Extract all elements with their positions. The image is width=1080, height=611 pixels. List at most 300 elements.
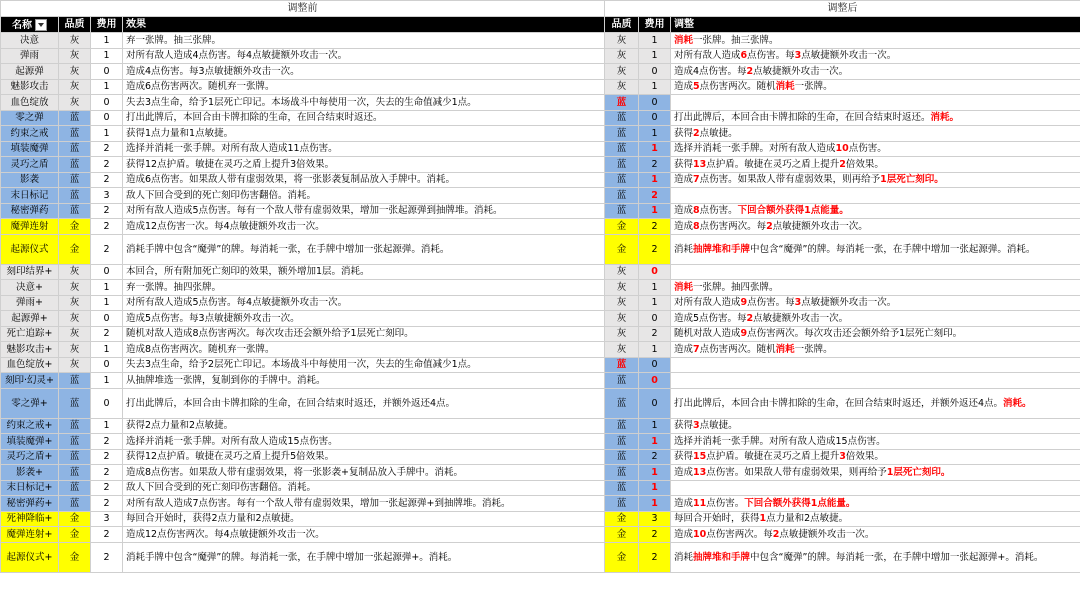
new-cost-cell[interactable]: 1 — [639, 203, 671, 219]
cost-cell[interactable]: 0 — [91, 264, 123, 280]
adjust-cell[interactable] — [671, 418, 1080, 434]
changed-text: 消耗 — [775, 81, 795, 93]
adjust-text: 造成 — [674, 528, 694, 540]
new-cost-cell[interactable]: 2 — [639, 188, 671, 204]
card-name-cell[interactable]: 影袭 — [1, 172, 59, 188]
changed-text: 10 — [693, 528, 707, 540]
new-quality-cell[interactable]: 蓝 — [605, 388, 639, 418]
cost-cell[interactable]: 2 — [91, 219, 123, 235]
card-name-cell[interactable]: 填装魔弹+ — [1, 434, 59, 450]
table-row — [1, 311, 1080, 327]
quality-cell[interactable]: 灰 — [59, 311, 91, 327]
new-quality-cell[interactable]: 金 — [605, 527, 639, 543]
quality-cell[interactable]: 金 — [59, 511, 91, 527]
quality-cell[interactable]: 灰 — [59, 264, 91, 280]
cost-cell[interactable]: 2 — [91, 141, 123, 157]
cost-cell[interactable]: 0 — [91, 110, 123, 126]
card-name-cell[interactable]: 起源仪式 — [1, 234, 59, 264]
cost-cell[interactable]: 2 — [91, 157, 123, 173]
effect-cell[interactable]: 造成8点伤害两次。随机弃一张牌。 — [123, 342, 605, 358]
quality-cell[interactable]: 金 — [59, 219, 91, 235]
new-quality-cell[interactable]: 灰 — [605, 311, 639, 327]
changed-text: 6 — [740, 50, 748, 62]
cost-cell[interactable]: 2 — [91, 203, 123, 219]
effect-cell[interactable]: 打出此牌后，本回合由卡牌扣除的生命，在回合结束时返还。 — [123, 110, 605, 126]
adjust-cell[interactable] — [671, 126, 1080, 142]
quality-cell[interactable]: 金 — [59, 542, 91, 572]
adjust-cell[interactable] — [671, 527, 1080, 543]
cost-cell[interactable]: 1 — [91, 373, 123, 389]
effect-cell[interactable]: 获得1点力量和1点敏捷。 — [123, 126, 605, 142]
new-quality-cell[interactable]: 蓝 — [605, 95, 639, 111]
cost-cell[interactable]: 1 — [91, 48, 123, 64]
table-row — [1, 542, 1080, 572]
adjust-text: 点敏捷额外攻击一次。 — [753, 312, 849, 324]
effect-cell[interactable]: 对所有敌人造成5点伤害。每有一个敌人带有虚弱效果，增加一张起源弹到抽牌堆。消耗。 — [123, 203, 605, 219]
new-cost-cell[interactable]: 0 — [639, 110, 671, 126]
card-name-cell[interactable]: 影袭+ — [1, 465, 59, 481]
adjust-text: 一张牌。 — [794, 343, 833, 355]
adjust-text: 造成 — [674, 81, 694, 93]
adjust-text: 点力量和2点敏捷。 — [766, 513, 849, 525]
adjust-cell[interactable] — [671, 511, 1080, 527]
changed-text: 1层死亡刻印。 — [880, 174, 944, 186]
changed-text: 8 — [693, 220, 700, 232]
quality-cell[interactable]: 金 — [59, 234, 91, 264]
card-name-cell[interactable]: 魔弹连射 — [1, 219, 59, 235]
new-cost-cell[interactable]: 0 — [639, 388, 671, 418]
quality-cell[interactable]: 蓝 — [59, 449, 91, 465]
changed-text: 9 — [740, 328, 748, 340]
new-cost-cell[interactable]: 0 — [639, 357, 671, 373]
adjust-cell[interactable] — [671, 295, 1080, 311]
card-name-cell[interactable]: 约束之戒+ — [1, 418, 59, 434]
quality-cell[interactable]: 蓝 — [59, 373, 91, 389]
adjust-cell[interactable] — [671, 234, 1080, 264]
new-cost-cell[interactable]: 0 — [639, 373, 671, 389]
table-row — [1, 295, 1080, 311]
effect-cell[interactable]: 造成8点伤害。如果敌人带有虚弱效果，将一张影袭+复制品放入手牌中。消耗。 — [123, 465, 605, 481]
changed-text: 1 — [759, 513, 767, 525]
table-row — [1, 126, 1080, 142]
adjust-cell[interactable] — [671, 373, 1080, 389]
table-row — [1, 342, 1080, 358]
new-quality-cell[interactable]: 蓝 — [605, 110, 639, 126]
cost-cell[interactable]: 0 — [91, 311, 123, 327]
adjust-text: 每回合开始时，获得 — [674, 513, 760, 525]
quality-cell[interactable]: 金 — [59, 527, 91, 543]
card-name-cell[interactable]: 零之弹 — [1, 110, 59, 126]
effect-cell[interactable]: 打出此牌后，本回合由卡牌扣除的生命，在回合结束时返还，并额外返还4点。 — [123, 388, 605, 418]
new-cost-cell[interactable]: 0 — [639, 311, 671, 327]
cost-cell[interactable]: 3 — [91, 511, 123, 527]
new-cost-cell[interactable]: 0 — [639, 264, 671, 280]
card-name-cell[interactable]: 死神降临+ — [1, 511, 59, 527]
adjust-text: 选择并消耗一张手牌。对所有敌人造成 — [674, 143, 836, 155]
effect-cell[interactable]: 选择并消耗一张手牌。对所有敌人造成15点伤害。 — [123, 434, 605, 450]
quality-cell[interactable]: 灰 — [59, 64, 91, 80]
adjust-text: 点敏捷额外攻击一次。 — [779, 528, 875, 540]
new-quality-cell[interactable]: 金 — [605, 511, 639, 527]
name-header-label: 名称 — [12, 19, 32, 31]
adjust-cell[interactable] — [671, 172, 1080, 188]
new-cost-cell[interactable]: 1 — [639, 418, 671, 434]
quality-cell[interactable]: 蓝 — [59, 126, 91, 142]
effect-cell[interactable]: 造成12点伤害一次。每4点敏捷额外攻击一次。 — [123, 219, 605, 235]
new-cost-cell[interactable]: 1 — [639, 465, 671, 481]
card-name-cell[interactable]: 魅影攻击+ — [1, 342, 59, 358]
new-cost-cell[interactable]: 1 — [639, 141, 671, 157]
card-name-cell[interactable]: 灵巧之盾+ — [1, 449, 59, 465]
quality-cell[interactable]: 灰 — [59, 48, 91, 64]
adjust-text: 对所有敌人造成 — [674, 50, 741, 62]
adjust-text: 倍效果。 — [845, 158, 884, 170]
new-quality-cell[interactable]: 灰 — [605, 342, 639, 358]
adjust-cell[interactable] — [671, 357, 1080, 373]
adjust-text: 选择并消耗一张手牌。对所有敌人造成15点伤害。 — [674, 435, 886, 447]
new-quality-cell[interactable]: 蓝 — [605, 172, 639, 188]
changed-text: 2 — [839, 158, 846, 170]
quality-column-header: 品质 — [59, 17, 91, 33]
adjust-cell[interactable] — [671, 64, 1080, 80]
new-cost-cell[interactable]: 1 — [639, 480, 671, 496]
new-cost-cell[interactable]: 2 — [639, 219, 671, 235]
quality-cell[interactable]: 灰 — [59, 326, 91, 342]
effect-cell[interactable]: 选择并消耗一张手牌。对所有敌人造成11点伤害。 — [123, 141, 605, 157]
adjust-cell[interactable] — [671, 542, 1080, 572]
effect-cell[interactable]: 造成6点伤害两次。随机弃一张牌。 — [123, 79, 605, 95]
adjust-text: 点敏捷。 — [699, 127, 738, 139]
adjust-cell[interactable] — [671, 203, 1080, 219]
adjust-cell[interactable] — [671, 280, 1080, 296]
new-cost-cell[interactable]: 1 — [639, 496, 671, 512]
adjust-text: 打出此牌后，本回合由卡牌扣除的生命，在回合结束时返还。 — [674, 112, 931, 124]
adjust-text: 一张牌。抽三张牌。 — [693, 34, 779, 46]
quality-cell[interactable]: 灰 — [59, 95, 91, 111]
adjust-text: 倍效果。 — [845, 451, 884, 463]
new-cost-cell[interactable]: 2 — [639, 449, 671, 465]
adjust-text: 随机对敌人造成 — [674, 328, 741, 340]
adjust-text: 造成 — [674, 205, 694, 217]
new-quality-cell[interactable]: 蓝 — [605, 418, 639, 434]
adjust-cell[interactable] — [671, 496, 1080, 512]
card-name-cell[interactable]: 起源弹+ — [1, 311, 59, 327]
adjust-cell[interactable] — [671, 465, 1080, 481]
new-cost-cell[interactable]: 2 — [639, 542, 671, 572]
adjust-text: 消耗 — [674, 551, 694, 563]
group-header-row — [1, 1, 1080, 17]
cost-cell[interactable]: 1 — [91, 126, 123, 142]
cost-cell[interactable]: 2 — [91, 480, 123, 496]
card-name-cell[interactable]: 弹雨 — [1, 48, 59, 64]
card-name-cell[interactable]: 填装魔弹 — [1, 141, 59, 157]
table-row — [1, 496, 1080, 512]
card-name-cell[interactable]: 末日标记+ — [1, 480, 59, 496]
effect-cell[interactable]: 造成5点伤害。每3点敏捷额外攻击一次。 — [123, 311, 605, 327]
new-cost-cell[interactable]: 1 — [639, 33, 671, 49]
table-row — [1, 79, 1080, 95]
adjust-cell[interactable] — [671, 33, 1080, 49]
cost-cell[interactable]: 2 — [91, 496, 123, 512]
new-quality-cell[interactable]: 灰 — [605, 264, 639, 280]
effect-cell[interactable]: 获得12点护盾。敏捷在灵巧之盾上提升5倍效果。 — [123, 449, 605, 465]
new-cost-cell[interactable]: 1 — [639, 172, 671, 188]
new-quality-cell[interactable]: 灰 — [605, 48, 639, 64]
new-quality-cell[interactable]: 蓝 — [605, 126, 639, 142]
new-quality-cell[interactable]: 灰 — [605, 326, 639, 342]
effect-cell[interactable]: 本回合，所有附加死亡刻印的效果，额外增加1层。消耗。 — [123, 264, 605, 280]
adjust-cell[interactable] — [671, 449, 1080, 465]
quality-cell[interactable]: 蓝 — [59, 157, 91, 173]
adjust-cell[interactable] — [671, 79, 1080, 95]
card-name-cell[interactable]: 起源仪式+ — [1, 542, 59, 572]
card-name-cell[interactable]: 约束之戒 — [1, 126, 59, 142]
new-cost-cell[interactable]: 2 — [639, 326, 671, 342]
effect-cell[interactable]: 对所有敌人造成4点伤害。每4点敏捷额外攻击一次。 — [123, 48, 605, 64]
adjust-cell[interactable] — [671, 188, 1080, 204]
new-cost-cell[interactable]: 1 — [639, 48, 671, 64]
new-quality-cell[interactable]: 灰 — [605, 33, 639, 49]
new-quality-cell[interactable]: 金 — [605, 542, 639, 572]
adjust-cell[interactable] — [671, 141, 1080, 157]
adjust-text: 点伤害两次。随机 — [699, 343, 776, 355]
card-name-cell[interactable]: 魅影攻击 — [1, 79, 59, 95]
adjust-cell[interactable] — [671, 157, 1080, 173]
new-quality-cell[interactable]: 蓝 — [605, 496, 639, 512]
adjust-text: 对所有敌人造成 — [674, 297, 741, 309]
changed-text: 消耗 — [775, 343, 795, 355]
cost-cell[interactable]: 2 — [91, 172, 123, 188]
adjust-text: 点敏捷。 — [699, 420, 738, 432]
filter-dropdown-icon[interactable] — [35, 19, 47, 31]
cost-cell[interactable]: 2 — [91, 542, 123, 572]
adjust-cell[interactable] — [671, 311, 1080, 327]
new-cost-cell[interactable]: 3 — [639, 511, 671, 527]
effect-cell[interactable]: 失去3点生命，给予1层死亡印记。本场战斗中每使用一次，失去的生命值减少1点。 — [123, 95, 605, 111]
quality-cell[interactable]: 蓝 — [59, 172, 91, 188]
effect-cell[interactable]: 消耗手牌中包含“魔弹”的牌。每消耗一张，在手牌中增加一张起源弹。消耗。 — [123, 234, 605, 264]
cost-cell[interactable]: 2 — [91, 527, 123, 543]
table-row — [1, 157, 1080, 173]
changed-text: 3 — [794, 50, 802, 62]
quality-cell[interactable]: 蓝 — [59, 465, 91, 481]
adjust-text: 消耗 — [674, 243, 694, 255]
new-cost-cell[interactable]: 2 — [639, 234, 671, 264]
quality-cell[interactable]: 灰 — [59, 33, 91, 49]
card-name-cell[interactable]: 灵巧之盾 — [1, 157, 59, 173]
card-name-cell[interactable]: 秘密弹药+ — [1, 496, 59, 512]
new-cost-cell[interactable]: 0 — [639, 95, 671, 111]
cost-cell[interactable]: 2 — [91, 465, 123, 481]
new-cost-cell[interactable]: 1 — [639, 280, 671, 296]
quality-cell[interactable]: 灰 — [59, 342, 91, 358]
cost-column-header: 费用 — [91, 17, 123, 33]
cost-cell[interactable]: 0 — [91, 388, 123, 418]
cost2-column-header: 费用 — [639, 17, 671, 33]
quality-cell[interactable]: 灰 — [59, 357, 91, 373]
adjust-text: 中包含“魔弹”的牌。每消耗一张，在手牌中增加一张起源弹。消耗。 — [750, 243, 1036, 255]
column-header-row — [1, 17, 1080, 33]
cost-cell[interactable]: 3 — [91, 188, 123, 204]
adjust-cell[interactable] — [671, 48, 1080, 64]
changed-text: 7 — [693, 174, 700, 186]
new-quality-cell[interactable]: 蓝 — [605, 480, 639, 496]
table-row — [1, 527, 1080, 543]
new-cost-cell[interactable]: 1 — [639, 79, 671, 95]
effect-cell[interactable]: 造成4点伤害。每3点敏捷额外攻击一次。 — [123, 64, 605, 80]
adjust-text: 造成 — [674, 220, 694, 232]
effect-cell[interactable]: 弃一张牌。抽四张牌。 — [123, 280, 605, 296]
quality-cell[interactable]: 蓝 — [59, 388, 91, 418]
adjust-cell[interactable] — [671, 95, 1080, 111]
cost-cell[interactable]: 1 — [91, 280, 123, 296]
effect-cell[interactable]: 从抽牌堆选一张牌，复制到你的手牌中。消耗。 — [123, 373, 605, 389]
quality-cell[interactable]: 蓝 — [59, 480, 91, 496]
effect-cell[interactable]: 获得2点力量和2点敏捷。 — [123, 418, 605, 434]
adjust-text: 一张牌。 — [794, 81, 833, 93]
effect-cell[interactable]: 每回合开始时，获得2点力量和2点敏捷。 — [123, 511, 605, 527]
adjust-cell[interactable] — [671, 326, 1080, 342]
card-name-cell[interactable]: 血色绽放 — [1, 95, 59, 111]
cost-cell[interactable]: 2 — [91, 234, 123, 264]
adjust-cell[interactable] — [671, 342, 1080, 358]
card-name-cell[interactable]: 血色绽放+ — [1, 357, 59, 373]
new-cost-cell[interactable]: 1 — [639, 434, 671, 450]
quality-cell[interactable]: 蓝 — [59, 110, 91, 126]
adjust-text: 点伤害。 — [848, 143, 887, 155]
adjust-text: 点敏捷额外攻击一次。 — [772, 220, 868, 232]
table-row — [1, 48, 1080, 64]
effect-cell[interactable]: 弃一张牌。抽三张牌。 — [123, 33, 605, 49]
effect-cell[interactable]: 造成12点伤害两次。每4点敏捷额外攻击一次。 — [123, 527, 605, 543]
cost-cell[interactable]: 1 — [91, 295, 123, 311]
adjust-cell[interactable] — [671, 219, 1080, 235]
card-name-cell[interactable]: 弹雨+ — [1, 295, 59, 311]
table-row — [1, 219, 1080, 235]
adjust-text: 点伤害。每 — [747, 297, 795, 309]
new-quality-cell[interactable]: 灰 — [605, 64, 639, 80]
new-quality-cell[interactable]: 蓝 — [605, 434, 639, 450]
new-quality-cell[interactable]: 蓝 — [605, 203, 639, 219]
effect-cell[interactable]: 造成6点伤害。如果敌人带有虚弱效果，将一张影袭复制品放入手牌中。消耗。 — [123, 172, 605, 188]
card-name-cell[interactable]: 刻印·幻灵+ — [1, 373, 59, 389]
quality-cell[interactable]: 蓝 — [59, 188, 91, 204]
card-name-cell[interactable]: 秘密弹药 — [1, 203, 59, 219]
new-quality-cell[interactable]: 蓝 — [605, 465, 639, 481]
quality-cell[interactable]: 灰 — [59, 79, 91, 95]
adjust-text: 点敏捷额外攻击一次。 — [801, 50, 897, 62]
adjust-text: 点伤害两次。每 — [699, 220, 767, 232]
effect-cell[interactable]: 消耗手牌中包含“魔弹”的牌。每消耗一张，在手牌中增加一张起源弹+。消耗。 — [123, 542, 605, 572]
new-quality-cell[interactable]: 蓝 — [605, 157, 639, 173]
card-name-cell[interactable]: 决意+ — [1, 280, 59, 296]
new-cost-cell[interactable]: 1 — [639, 126, 671, 142]
table-row — [1, 465, 1080, 481]
effect-cell[interactable]: 失去3点生命，给予2层死亡印记。本场战斗中每使用一次，失去的生命值减少1点。 — [123, 357, 605, 373]
new-quality-cell[interactable]: 蓝 — [605, 141, 639, 157]
adjust-text: 点伤害两次。每 — [706, 528, 773, 540]
quality-cell[interactable]: 灰 — [59, 280, 91, 296]
cost-cell[interactable]: 0 — [91, 64, 123, 80]
new-cost-cell[interactable]: 2 — [639, 157, 671, 173]
quality-cell[interactable]: 蓝 — [59, 141, 91, 157]
adjust-text: 获得 — [674, 420, 694, 432]
card-name-cell[interactable]: 末日标记 — [1, 188, 59, 204]
quality-cell[interactable]: 蓝 — [59, 496, 91, 512]
cost-cell[interactable]: 0 — [91, 357, 123, 373]
changed-text: 抽牌堆和手牌 — [693, 551, 751, 563]
adjust-cell[interactable] — [671, 388, 1080, 418]
adjust-cell[interactable] — [671, 480, 1080, 496]
adjust-cell[interactable] — [671, 264, 1080, 280]
effect-cell[interactable]: 对所有敌人造成5点伤害。每4点敏捷额外攻击一次。 — [123, 295, 605, 311]
adjust-text: 点伤害。每 — [747, 50, 795, 62]
new-cost-cell[interactable]: 1 — [639, 342, 671, 358]
effect-cell[interactable]: 随机对敌人造成8点伤害两次。每次攻击还会额外给予1层死亡刻印。 — [123, 326, 605, 342]
card-name-cell[interactable]: 决意 — [1, 33, 59, 49]
new-quality-cell[interactable]: 蓝 — [605, 188, 639, 204]
effect-cell[interactable]: 获得12点护盾。敏捷在灵巧之盾上提升3倍效果。 — [123, 157, 605, 173]
cost-cell[interactable]: 1 — [91, 33, 123, 49]
new-quality-cell[interactable]: 金 — [605, 234, 639, 264]
quality-cell[interactable]: 灰 — [59, 295, 91, 311]
adjust-text: 点护盾。敏捷在灵巧之盾上提升 — [706, 451, 840, 463]
quality-cell[interactable]: 蓝 — [59, 203, 91, 219]
adjust-text: 点护盾。敏捷在灵巧之盾上提升 — [706, 158, 840, 170]
adjust-text: 一张牌。抽四张牌。 — [693, 281, 779, 293]
changed-text: 1层死亡刻印。 — [886, 466, 951, 478]
cost-cell[interactable]: 2 — [91, 449, 123, 465]
effect-cell[interactable]: 对所有敌人造成7点伤害。每有一个敌人带有虚弱效果，增加一张起源弹+到抽牌堆。消耗。 — [123, 496, 605, 512]
new-cost-cell[interactable]: 2 — [639, 527, 671, 543]
card-name-cell[interactable]: 零之弹+ — [1, 388, 59, 418]
adjust-cell[interactable] — [671, 110, 1080, 126]
card-name-cell[interactable]: 起源弹 — [1, 64, 59, 80]
new-quality-cell[interactable]: 蓝 — [605, 357, 639, 373]
changed-text: 消耗。 — [1003, 397, 1032, 409]
new-cost-cell[interactable]: 1 — [639, 295, 671, 311]
new-cost-cell[interactable]: 0 — [639, 64, 671, 80]
name-column-header[interactable] — [1, 17, 59, 33]
quality-cell[interactable]: 蓝 — [59, 418, 91, 434]
new-quality-cell[interactable]: 金 — [605, 219, 639, 235]
new-quality-cell[interactable]: 蓝 — [605, 449, 639, 465]
cost-cell[interactable]: 1 — [91, 418, 123, 434]
new-quality-cell[interactable]: 灰 — [605, 79, 639, 95]
new-quality-cell[interactable]: 灰 — [605, 280, 639, 296]
adjust-cell[interactable] — [671, 434, 1080, 450]
new-quality-cell[interactable]: 蓝 — [605, 373, 639, 389]
cost-cell[interactable]: 1 — [91, 342, 123, 358]
table-row — [1, 234, 1080, 264]
cost-cell[interactable]: 1 — [91, 79, 123, 95]
quality-cell[interactable]: 蓝 — [59, 434, 91, 450]
changed-text: 消耗 — [674, 281, 694, 293]
card-name-cell[interactable]: 刻印结界+ — [1, 264, 59, 280]
card-name-cell[interactable]: 魔弹连射+ — [1, 527, 59, 543]
changed-text: 3 — [693, 420, 700, 432]
effect-cell[interactable]: 敌人下回合受到的死亡刻印伤害翻倍。消耗。 — [123, 188, 605, 204]
effect-cell[interactable]: 敌人下回合受到的死亡刻印伤害翻倍。消耗。 — [123, 480, 605, 496]
cost-cell[interactable]: 0 — [91, 95, 123, 111]
new-quality-cell[interactable]: 灰 — [605, 295, 639, 311]
table-row — [1, 373, 1080, 389]
cost-cell[interactable]: 2 — [91, 326, 123, 342]
changed-text: 7 — [693, 343, 700, 355]
cost-cell[interactable]: 2 — [91, 434, 123, 450]
after-header: 调整后 — [605, 1, 1080, 17]
card-name-cell[interactable]: 死亡追踪+ — [1, 326, 59, 342]
